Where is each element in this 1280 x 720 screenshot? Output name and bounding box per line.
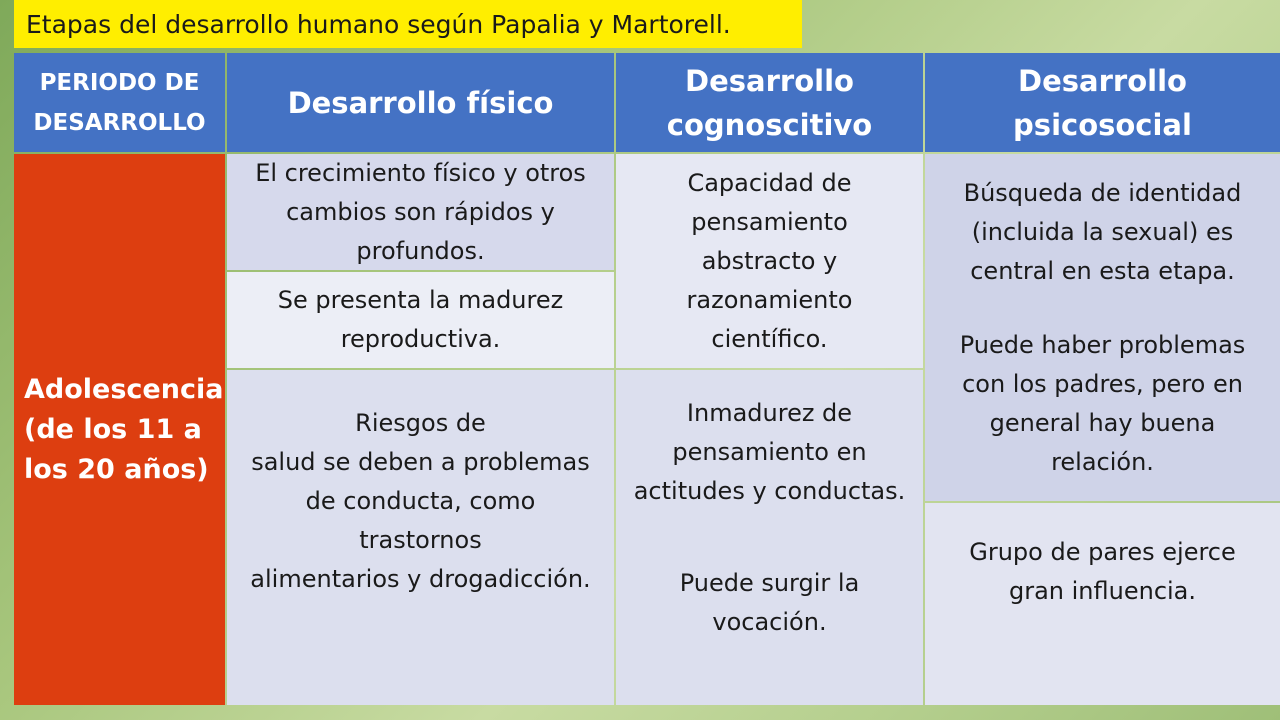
fisico-riesgos-cell (227, 370, 614, 705)
header-periodo-line-2: DESARROLLO (33, 109, 206, 136)
psicosocial-identidad-line-2: (incluida la sexual) es (971, 218, 1234, 246)
cognoscitivo-vocacion-line-1: Puede surgir la (679, 569, 860, 597)
fisico-madurez-line-1: Se presenta la madurez (277, 286, 564, 314)
slide-title-bar (14, 0, 802, 48)
periodo-line-1: Adolescencia (24, 373, 224, 405)
psicosocial-identidad-cell (925, 154, 1280, 501)
psicosocial-padres-line-2: con los padres, pero en (962, 370, 1243, 398)
periodo-line-2: (de los 11 a (24, 413, 202, 445)
fisico-riesgos-line-4: trastornos (359, 526, 482, 554)
cognoscitivo-inmadurez-line-3: actitudes y conductas. (633, 477, 906, 505)
header-psicosocial-line-1: Desarrollo (1018, 63, 1187, 98)
psicosocial-padres-line-3: general hay buena (989, 409, 1216, 437)
fisico-madurez-cell (227, 272, 614, 368)
fisico-madurez-line-2: reproductiva. (340, 325, 501, 353)
cognoscitivo-capacidad-line-1: Capacidad de (687, 168, 852, 197)
periodo-adolescencia (14, 154, 225, 705)
psicosocial-padres-line-1: Puede haber problemas (959, 331, 1246, 359)
psicosocial-pares-line-2: gran influencia. (1008, 577, 1197, 605)
header-fisico (227, 53, 614, 152)
fisico-crecimiento-line-3: profundos. (356, 236, 485, 265)
psicosocial-identidad-line-3: central en esta etapa. (970, 257, 1235, 285)
psicosocial-identidad-line-1: Búsqueda de identidad (963, 179, 1242, 207)
cognoscitivo-capacidad-cell (616, 154, 923, 368)
header-psicosocial-line-2: psicosocial (1013, 107, 1192, 142)
header-fisico-text: Desarrollo físico (287, 85, 554, 120)
header-periodo-line-1: PERIODO DE (39, 69, 200, 96)
header-periodo (14, 53, 225, 152)
cognoscitivo-capacidad-line-3: abstracto y (701, 246, 838, 275)
cognoscitivo-inmadurez-line-2: pensamiento en (672, 438, 867, 466)
header-cognoscitivo-line-1: Desarrollo (685, 63, 854, 98)
cognoscitivo-vocacion-line-2: vocación. (712, 608, 827, 636)
fisico-crecimiento-line-2: cambios son rápidos y (286, 197, 555, 226)
psicosocial-padres-line-4: relación. (1051, 448, 1154, 476)
header-psicosocial (925, 53, 1280, 152)
development-stages-table (14, 53, 1280, 705)
cognoscitivo-capacidad-line-4: razonamiento (686, 285, 853, 314)
cognoscitivo-capacidad-line-5: científico. (711, 324, 828, 353)
fisico-riesgos-line-5: alimentarios y drogadicción. (250, 565, 591, 593)
header-cognoscitivo (616, 53, 923, 152)
header-cognoscitivo-line-2: cognoscitivo (666, 107, 873, 142)
fisico-riesgos-line-1: Riesgos de (355, 409, 486, 437)
cognoscitivo-inmadurez-line-1: Inmadurez de (686, 399, 853, 427)
psicosocial-pares-cell (925, 503, 1280, 705)
cognoscitivo-inmadurez-cell (616, 370, 923, 705)
fisico-riesgos-line-3: de conducta, como (305, 487, 536, 515)
psicosocial-pares-line-1: Grupo de pares ejerce (969, 538, 1236, 566)
fisico-crecimiento-line-1: El crecimiento físico y otros (255, 158, 586, 187)
fisico-crecimiento-cell (227, 154, 614, 270)
cognoscitivo-capacidad-line-2: pensamiento (691, 207, 848, 236)
fisico-riesgos-line-2: salud se deben a problemas (251, 448, 590, 476)
periodo-line-3: los 20 años) (24, 453, 209, 485)
slide-title: Etapas del desarrollo humano según Papalia y Martorell. (26, 9, 731, 39)
